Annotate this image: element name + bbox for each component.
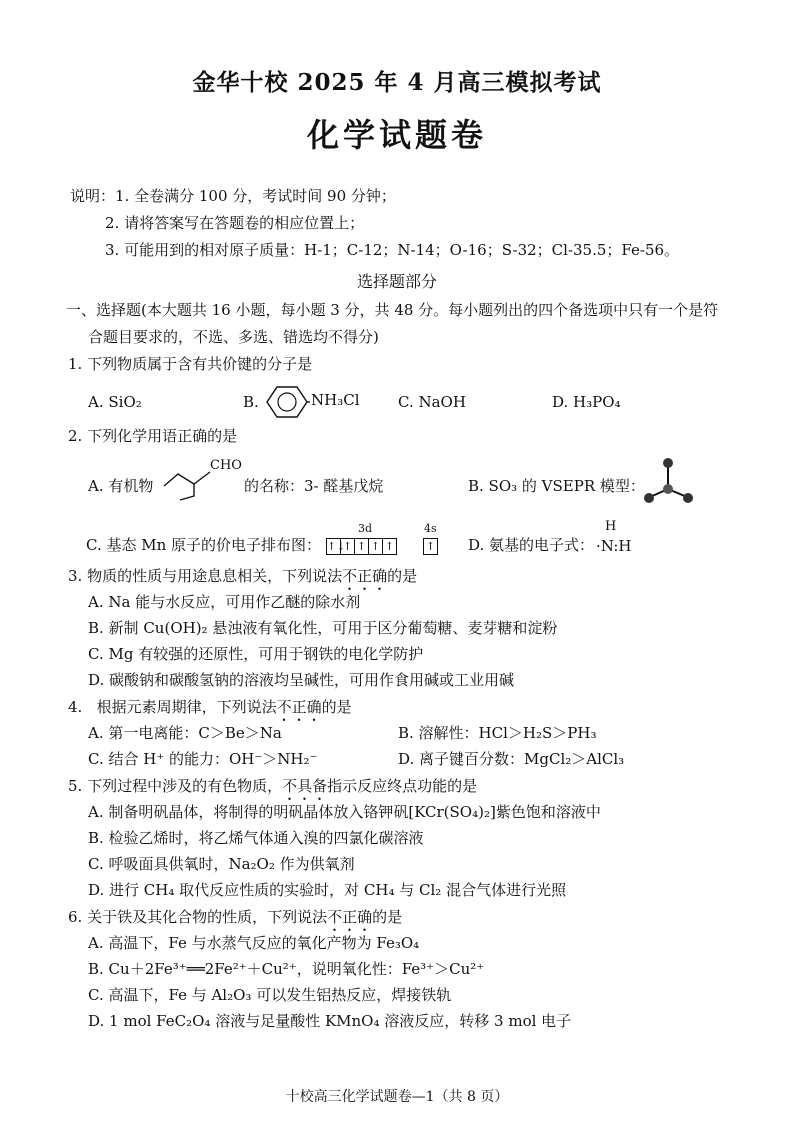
notes-block (70, 186, 396, 206)
q2-option-d-formula: ·N:H (596, 537, 632, 555)
q3-stem-text: 3. 物质的性质与用途息息相关，下列说法 (68, 567, 343, 585)
q5-stem-text: 5. 下列过程中涉及的有色物质， (68, 777, 283, 795)
q1-option-b-label: B. (243, 393, 259, 411)
section-title: 选择题部分 (356, 272, 437, 291)
q3-option-c: C. Mg 有较强的还原性，可用于钢铁的电化学防护 (88, 645, 424, 663)
q5-stem-emphasis: 不具备 (282, 777, 328, 795)
section-intro-line2: 合题目要求的，不选、多选、错选均不得分) (88, 328, 379, 346)
so3-vsepr-model-icon (640, 455, 698, 511)
q5-option-d: D. 进行 CH₄ 取代反应性质的实验时，对 CH₄ 与 Cl₂ 混合气体进行光照 (88, 881, 567, 899)
benzene-ring-icon (266, 383, 310, 421)
q2-option-b: B. SO₃ 的 VSEPR 模型： (468, 477, 645, 495)
q4-option-a: A. 第一电离能：C＞Be＞Na (88, 724, 282, 742)
exam-subject-title: 化学试题卷 (306, 116, 487, 154)
notes-label: 说明： (70, 187, 116, 205)
q5-option-c: C. 呼吸面具供氧时，Na₂O₂ 作为供氧剂 (88, 855, 355, 873)
q6-stem-end: 的是 (372, 908, 403, 926)
q2-stem: 2. 下列化学用语正确的是 (68, 427, 238, 445)
q6-option-b: B. Cu＋2Fe³⁺══2Fe²⁺＋Cu²⁺，说明氧化性：Fe³⁺＞Cu²⁺ (88, 960, 485, 978)
q2-option-a-group: CHO (210, 458, 242, 473)
q2-option-d-h-top: H (605, 519, 617, 534)
q2-3d-orbital-box (326, 536, 396, 555)
q4-option-d: D. 离子键百分数：MgCl₂＞AlCl₃ (398, 750, 625, 768)
q2-option-c-prefix: C. 基态 Mn 原子的价电子排布图： (86, 536, 322, 554)
q2-option-a-prefix: A. 有机物 (88, 477, 154, 495)
orbital-cell: ↑ (382, 538, 397, 555)
orbital-cell: ↑ (368, 538, 383, 555)
q3-stem-emphasis: 不正确 (342, 567, 388, 585)
q3-option-a: A. Na 能与水反应，可用作乙醚的除水剂 (88, 593, 361, 611)
q6-stem (68, 907, 402, 935)
q4-stem-text: 4. 根据元素周期律，下列说法 (68, 698, 277, 716)
q6-option-d: D. 1 mol FeC₂O₄ 溶液与足量酸性 KMnO₄ 溶液反应，转移 3 mol 电子 (88, 1012, 572, 1030)
q1-option-a: A. SiO₂ (88, 393, 142, 411)
q5-option-a: A. 制备明矾晶体，将制得的明矾晶体放入铬钾矾[KCr(SO₄)₂]紫色饱和溶液中 (88, 803, 601, 821)
q3-option-d: D. 碳酸钠和碳酸氢钠的溶液均呈碱性，可用作食用碱或工业用碱 (88, 671, 515, 689)
q5-option-b: B. 检验乙烯时，将乙烯气体通入溴的四氯化碳溶液 (88, 829, 424, 847)
orbital-cell: ↑↓ (327, 540, 346, 553)
q4-option-b: B. 溶解性：HCl＞H₂S＞PH₃ (398, 724, 597, 742)
q2-4s-orbital-box (423, 536, 437, 555)
orbital-cell: ↑ (354, 538, 369, 555)
q4-stem (68, 697, 352, 725)
q2-option-a-suffix: 的名称：3- 醛基戊烷 (244, 477, 384, 495)
q5-stem-end: 指示反应终点功能的是 (327, 777, 478, 795)
note-item-2: 2. 请将答案写在答题卷的相应位置上； (105, 214, 365, 232)
q1-option-c: C. NaOH (398, 393, 466, 411)
q2-3d-label: 3d (358, 522, 373, 535)
q2-4s-label: 4s (424, 522, 437, 535)
q4-stem-emphasis: 不正确 (276, 698, 322, 716)
q1-option-b (243, 392, 259, 412)
q2-option-d-prefix: D. 氨基的电子式： (468, 536, 595, 554)
q1-option-b-group: NH₃Cl (311, 391, 360, 409)
orbital-cell: ↑ (340, 538, 355, 555)
q3-stem (68, 566, 417, 594)
page-footer: 十校高三化学试题卷—1（共 8 页） (285, 1089, 509, 1105)
q6-stem-text: 6. 关于铁及其化合物的性质，下列说法 (68, 908, 328, 926)
orbital-cell: ↑ (423, 538, 438, 555)
q6-option-a: A. 高温下，Fe 与水蒸气反应的氧化产物为 Fe₃O₄ (88, 934, 420, 952)
exam-title: 金华十校 2025 年 4 月高三模拟考试 (192, 69, 602, 96)
q3-stem-end: 的是 (387, 567, 418, 585)
q4-option-c: C. 结合 H⁺ 的能力：OH⁻＞NH₂⁻ (88, 750, 318, 768)
q1-stem: 1. 下列物质属于含有共价键的分子是 (68, 355, 313, 373)
q5-stem (68, 776, 477, 804)
section-intro-line1: 一、选择题(本大题共 16 小题，每小题 3 分，共 48 分。每小题列出的四个备选项中只有一个是符 (66, 301, 719, 319)
q6-option-c: C. 高温下，Fe 与 Al₂O₃ 可以发生铝热反应，焊接铁轨 (88, 986, 452, 1004)
q4-stem-end: 的是 (321, 698, 352, 716)
q3-option-b: B. 新制 Cu(OH)₂ 悬浊液有氧化性，可用于区分葡萄糖、麦芽糖和淀粉 (88, 619, 558, 637)
q6-stem-emphasis: 不正确 (327, 908, 373, 926)
note-item-1: 1. 全卷满分 100 分，考试时间 90 分钟； (115, 187, 396, 205)
note-item-3: 3. 可能用到的相对原子质量：H-1；C-12；N-14；O-16；S-32；Cl-35.5；Fe-56。 (105, 241, 680, 259)
q1-option-d: D. H₃PO₄ (552, 393, 621, 411)
